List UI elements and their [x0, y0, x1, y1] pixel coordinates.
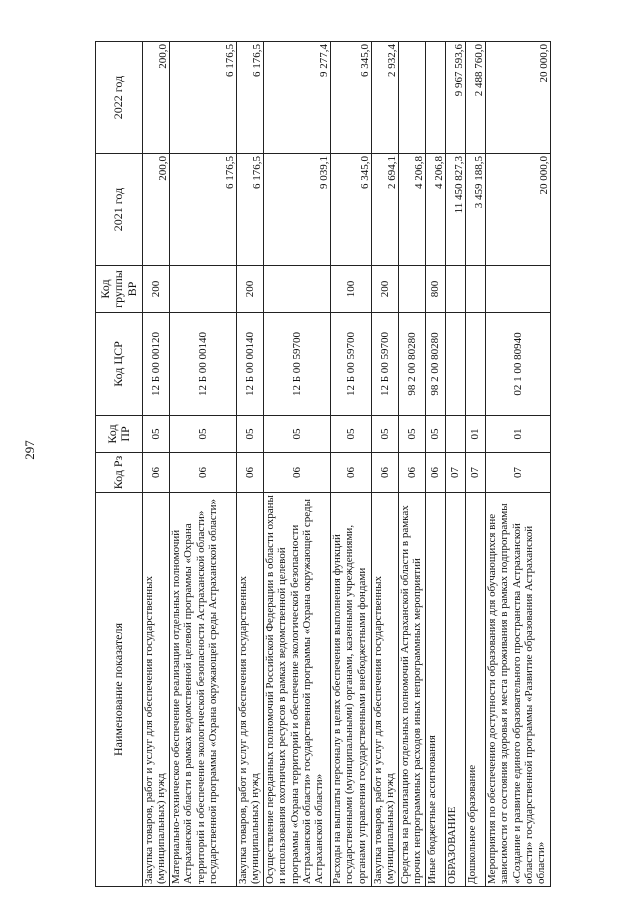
row-pr: 05 [372, 416, 399, 453]
row-2021: 4 206,8 [426, 154, 446, 266]
row-2022: 6 345,0 [331, 42, 372, 154]
rotated-table-wrapper [95, 42, 550, 887]
header-vr: Код группы ВР [96, 266, 143, 313]
row-pr: 01 [486, 416, 551, 453]
row-rz: 06 [331, 453, 372, 493]
row-2021: 9 039,1 [264, 154, 331, 266]
row-name: Мероприятия по обеспечению доступности образования для обучающихся вне зависимости от состояния здоровья и места проживания в рамках подпрограммы «Создание и развитие единого образовательного пространства Астраханской области» государственной программы «Развитие образования Астраханской области» [486, 493, 551, 887]
row-2021: 2 694,1 [372, 154, 399, 266]
row-csr: 98 2 00 80280 [426, 313, 446, 416]
row-rz: 07 [446, 453, 466, 493]
row-name: Материально-техническое обеспечение реализации отдельных полномочий Астраханской области в рамках ведомственной целевой программы «Охрана территорий и обеспечение экологической безопасности Астраханской области» государственной программы «Охрана окружающей среды Астраханской области» [170, 493, 237, 887]
row-csr: 12 Б 00 00140 [237, 313, 264, 416]
table-row [486, 42, 551, 887]
row-vr: 800 [426, 266, 446, 313]
page-number: 297 [22, 440, 37, 460]
row-rz: 07 [486, 453, 551, 493]
row-rz: 06 [143, 453, 170, 493]
row-name: Закупка товаров, работ и услуг для обеспечения государственных (муниципальных) нужд [237, 493, 264, 887]
row-csr [446, 313, 466, 416]
table-row [446, 42, 466, 887]
header-name: Наименование показателя [96, 493, 143, 887]
table-row [399, 42, 426, 887]
row-name: Иные бюджетные ассигнования [426, 493, 446, 887]
table-row [237, 42, 264, 887]
row-rz: 06 [264, 453, 331, 493]
row-2022: 2 932,4 [372, 42, 399, 154]
row-2021: 20 000,0 [486, 154, 551, 266]
row-pr: 05 [399, 416, 426, 453]
row-2022 [399, 42, 426, 154]
row-name: Осуществление переданных полномочий Российской Федерации в области охраны и использования охотничьих ресурсов в рамках ведомственной целевой программы «Охрана территорий и обеспечение экологической безопасности Астраханской области» государственной программы «Охрана окружающей среды Астраханской области» [264, 493, 331, 887]
row-2021: 4 206,8 [399, 154, 426, 266]
row-pr: 05 [426, 416, 446, 453]
row-vr: 100 [331, 266, 372, 313]
row-name: Закупка товаров, работ и услуг для обеспечения государственных (муниципальных) нужд [143, 493, 170, 887]
row-vr: 200 [237, 266, 264, 313]
row-rz: 06 [170, 453, 237, 493]
row-2022: 2 488 760,0 [466, 42, 486, 154]
row-vr [170, 266, 237, 313]
header-csr: Код ЦСР [96, 313, 143, 416]
row-csr: 98 2 00 80280 [399, 313, 426, 416]
header-2022: 2022 год [96, 42, 143, 154]
row-vr [399, 266, 426, 313]
table-row [426, 42, 446, 887]
row-2022: 200,0 [143, 42, 170, 154]
row-2022: 9 967 593,6 [446, 42, 466, 154]
table-row [331, 42, 372, 887]
header-pr: Код ПР [96, 416, 143, 453]
row-vr [264, 266, 331, 313]
row-vr [446, 266, 466, 313]
row-vr: 200 [143, 266, 170, 313]
row-2022: 6 176,5 [170, 42, 237, 154]
row-csr: 12 Б 00 00140 [170, 313, 237, 416]
row-2022: 20 000,0 [486, 42, 551, 154]
row-pr [446, 416, 466, 453]
row-csr [466, 313, 486, 416]
row-2021: 3 459 188,5 [466, 154, 486, 266]
table-row [372, 42, 399, 887]
row-2021: 6 176,5 [237, 154, 264, 266]
row-rz: 06 [372, 453, 399, 493]
header-2021: 2021 год [96, 154, 143, 266]
row-name: Дошкольное образование [466, 493, 486, 887]
row-2022 [426, 42, 446, 154]
row-rz: 06 [426, 453, 446, 493]
row-csr: 12 Б 00 59700 [264, 313, 331, 416]
table-row [143, 42, 170, 887]
row-csr: 12 Б 00 59700 [331, 313, 372, 416]
row-pr: 01 [466, 416, 486, 453]
row-2022: 6 176,5 [237, 42, 264, 154]
row-name: Расходы на выплаты персоналу в целях обеспечения выполнения функций государственными (муниципальными) органами, казенными учреждениями, органами управления государственными внебюджетными фондами [331, 493, 372, 887]
row-pr: 05 [264, 416, 331, 453]
row-pr: 05 [170, 416, 237, 453]
row-2021: 11 450 827,3 [446, 154, 466, 266]
header-rz: Код Рз [96, 453, 143, 493]
row-vr [466, 266, 486, 313]
row-vr [486, 266, 551, 313]
row-2021: 200,0 [143, 154, 170, 266]
row-rz: 07 [466, 453, 486, 493]
row-2021: 6 176,5 [170, 154, 237, 266]
row-name: Средства на реализацию отдельных полномочий Астраханской области в рамках прочих непрограммных расходов иных непрограммных мероприятий [399, 493, 426, 887]
row-pr: 05 [237, 416, 264, 453]
header-row [96, 42, 143, 887]
row-2022: 9 277,4 [264, 42, 331, 154]
row-csr: 12 Б 00 59700 [372, 313, 399, 416]
row-rz: 06 [399, 453, 426, 493]
row-csr: 02 1 00 80940 [486, 313, 551, 416]
row-name: Закупка товаров, работ и услуг для обеспечения государственных (муниципальных) нужд [372, 493, 399, 887]
row-pr: 05 [331, 416, 372, 453]
row-csr: 12 Б 00 00120 [143, 313, 170, 416]
row-pr: 05 [143, 416, 170, 453]
row-vr: 200 [372, 266, 399, 313]
row-rz: 06 [237, 453, 264, 493]
table-row [264, 42, 331, 887]
row-2021: 6 345,0 [331, 154, 372, 266]
table-row [466, 42, 486, 887]
row-name: ОБРАЗОВАНИЕ [446, 493, 466, 887]
table-row [170, 42, 237, 887]
budget-table [95, 41, 551, 887]
